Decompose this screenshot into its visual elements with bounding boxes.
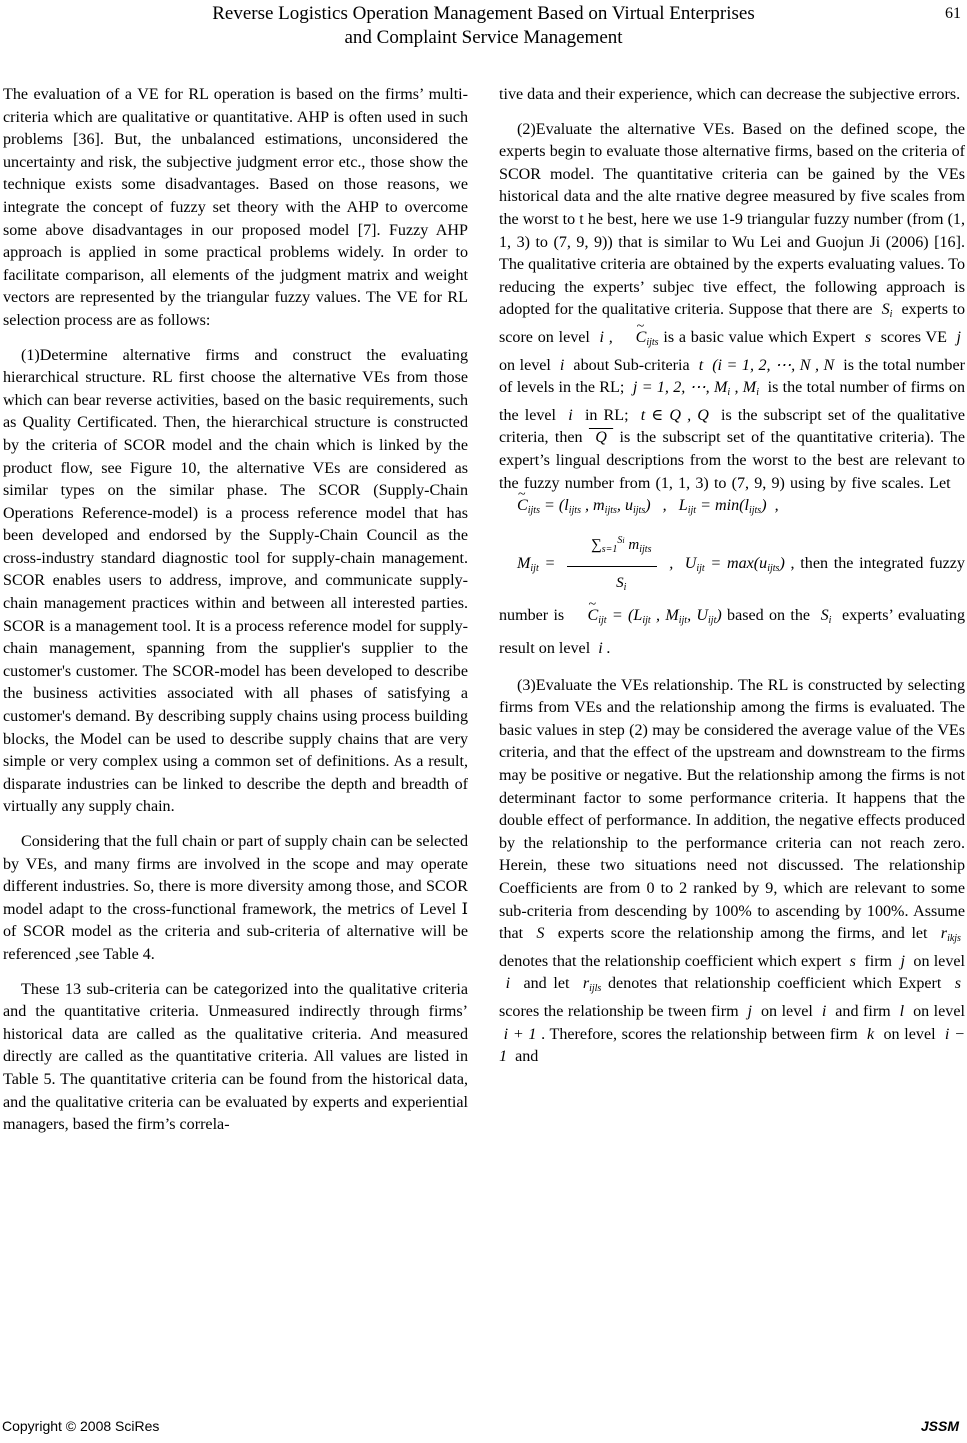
step3-text-h: scores the relationship be tween firm [499, 1003, 739, 1020]
step2-text-k: is the subscript set of the quantitative criteria). The expert’s lingual descriptions from the worst to the best are relevant to the fuzzy number from (1, 1, 3) to (7, 9, 9) using by five scales. Let [499, 429, 965, 492]
math-c-tilde-ijts: ~ $C_{ijts}$ [618, 327, 659, 355]
math-t-range: t (i = 1, 2, ⋯, N , N [694, 356, 839, 374]
step3-text-n: and [515, 1048, 539, 1066]
step2-text-m: based on the [727, 606, 811, 624]
math-s-3: s [948, 975, 965, 993]
step3-text-b: experts score the relationship among the firms, and let [557, 925, 928, 943]
step3-text-m: on level [883, 1025, 936, 1043]
step2-text-h: is the total number of firms on the level [499, 379, 965, 424]
math-c-def: ~ $C_{ijts} = (l_{ijts}$ , $m_{ijts}$, $u_{ijts}$) , $L_{ijt} = \min(l_{ijts})$ , [499, 475, 965, 515]
step2-text-c: is a basic value which Expert [663, 328, 856, 346]
paragraph-step3 [499, 675, 965, 1069]
step2-text-a: (2)Evaluate the alternative VEs. Based on the defined scope, the experts begin to evaluate those alternative firms, based on the criteria of SCOR model. The quantitative criteria can be gained by the VEs historical data and the alte rnative degree measured by five scales from the worst to t he best, here we use 1-9 triangular fuzzy number (from (1, 1, 3) to (7, 9, 9)) that is similar to Wu Lei and Guojun Ji (2006) [16]. The qualitative criteria are obtained by the experts evaluating values. To reducing the experts’ subjec tive effect, the following approach is adopted for the qualitative criteria. Suppose that there are [499, 120, 965, 319]
math-r-ikjs: $r_{ikjs}$ [934, 925, 961, 945]
page-header [0, 0, 967, 52]
step3-text-j: and firm [835, 1003, 891, 1020]
math-i-5: i [817, 1003, 831, 1020]
step2-text-e: on level [499, 356, 551, 374]
running-title-line2: and Complaint Service Management [344, 27, 623, 48]
step2-text-n: experts’ evaluating result on level [499, 606, 966, 657]
math-l: l [895, 1003, 909, 1020]
step2-text-g: is the total number of levels in the RL; [499, 356, 965, 397]
step3-text-c: denotes that the relationship coefficient which expert [499, 952, 842, 970]
journal-abbrev: JSSM [920, 1418, 959, 1434]
math-i-4: i [499, 975, 517, 993]
math-m-u-def: $M_{ijt}$ = $\frac{\sum_{s=1}^{Si} m_{ijts}}{S_i}$ , $U_{ijt} = \max(u_{ijts})$ , then the integrated fuzzy number is ~ $C_{ijt} = (L_{ijt}$ , $M_{ijt}$, $U_{ijt}$) based on the $S_i$ experts’ evaluating result on level i . [499, 527, 965, 663]
math-i-3: i [562, 406, 579, 424]
math-j-3: j [743, 1003, 757, 1020]
math-j-range: j = 1, 2, ⋯, $M_i$ , $M_i$ [628, 379, 759, 399]
paragraph-subcriteria: These 13 sub-criteria can be categorized into the qualitative criteria and the quantitative criteria. Unmeasured indirectly through firms’ historical data are called as the qualitative criteria. And measured directly are called as the quantitative criteria. All values are listed in Table 5. The quantitative criteria can be found from the historical data, and the qualitative criteria can be evaluated by experts and experiential managers, based the firm’s correla- [3, 980, 468, 1134]
page-footer [0, 1416, 967, 1440]
math-j-2: j [896, 952, 910, 970]
math-s-2: s [845, 952, 861, 970]
math-t-in-q: t ∈ Q , Q [634, 406, 715, 424]
math-s-upper: S [529, 925, 552, 943]
running-title-line1: Reverse Logistics Operation Management Based on Virtual Enterprises [212, 3, 755, 24]
step3-text-g: denotes that relationship coefficient which Expert [608, 975, 942, 993]
math-r-ijls: $r_{ijls}$ [576, 975, 602, 995]
step2-text-l: , then the integrated fuzzy number is [499, 554, 965, 624]
paragraph-intro: The evaluation of a VE for RL operation is based on the firms’ multi-criteria which are qualitative or quantitative. AHP is often used in such problems [36]. But, the unbalanced estimations, unconsidered the uncertainty and risk, the subjective judgment error etc., those show the technique exists some disadvantages. Based on those reasons, we integrate the concept of fuzzy set theory with the AHP to overcome some above disadvantages in our proposed model [7]. Fuzzy AHP approach is applied in some practical problems widely. In order to facilitate comparison, all elements of the judgment matrix and weight vectors are represented by the triangular fuzzy values. The VE for RL selection process are as follows: [3, 86, 468, 329]
step2-text-i: in RL; [584, 406, 629, 424]
step2-text-j: is the subscript set of the qualitative criteria, then [499, 406, 966, 447]
step3-text-f: and let [523, 975, 570, 993]
math-si: $S_i$ [877, 301, 893, 321]
copyright-notice: Copyright © 2008 SciRes [2, 1418, 160, 1434]
step3-text-l: . Therefore, scores the relationship between firm [541, 1025, 858, 1043]
left-column [3, 84, 468, 1149]
step3-text-i: on level [761, 1003, 813, 1020]
paragraph-step1: (1)Determine alternative firms and construct the evaluating hierarchical structure. RL first choose the alternative VEs from those which can bear reverse activities, based on the basic requirements, such as Quality Certificated. Then, the hierarchical structure is constructed by the criteria of SCOR model and the chain which is linked by the product flow, see Figure 10, the alternative VEs are considered as similar types on the similar phase. The SCOR (Supply-Chain Operations Reference-model) is a process reference model that has been developed and endorsed by the Supply-Chain Council as the cross-industry standard diagnostic tool for supply-chain management. SCOR enables users to address, improve, and communicate supply-chain management practices within and between all interested parties. SCOR is a management tool. It is a process reference model for supply-chain management, spanning from the supplier's supplier to the customer's customer. The SCOR-model has been developed to describe the business activities associated with all phases of satisfying a customer's demand. By describing supply chains using process building blocks, the Model can be used to describe supply chains that are very simple or very complex using a common set of definitions. As a result, disparate industries can be linked to describe the depth and breadth of virtually any supply chain. [3, 346, 468, 816]
right-column [499, 84, 965, 1081]
math-i: i , [594, 328, 613, 346]
step3-text-e: on level [913, 952, 965, 970]
paragraph-scor-level: Considering that the full chain or part of supply chain can be selected by VEs, and many firms are involved in the scope and may operate different industries. So, there is more diversity among those, and SCOR model adapt to the cross-functional framework, the metrics of Level Ⅰ of SCOR model as the criteria and sub-criteria of alternative will be referenced ,see Table 4. [3, 833, 468, 963]
paragraph-step2 [499, 119, 965, 663]
step3-text-k: on level [913, 1003, 965, 1020]
math-i-2: i [555, 356, 569, 374]
paragraph-continued: tive data and their experience, which can decrease the subjective errors. [499, 86, 961, 103]
math-s: s [860, 328, 876, 346]
step2-text-f: about Sub-criteria [573, 356, 690, 374]
math-i-plus-1: i + 1 [499, 1025, 537, 1043]
step3-text-a: (3)Evaluate the VEs relationship. The RL is constructed by selecting firms from VEs and the relationship among the firms is evaluated. The basic values in step (2) may be considered the average value of the VEs criteria, and that the effect of the upstream and downstream to the firms may be positive or negative. But the relationship among the firms is not determinant factor to some performance criteria. It happens that the double effect of performance. In addition, the negative effects produced by the relationship to the performance criteria can not reach zero. Herein, these two situations need not discussed. The relationship Coefficients are from 0 to 2 ranked by 9, which are relevant to some sub-criteria from descending by 100% to ascending by 100%. Assume that [499, 676, 965, 943]
step2-text-b: experts to score on level [499, 301, 966, 346]
math-q-bar: Q [588, 429, 614, 447]
step3-text-d: firm [864, 952, 893, 970]
math-j: j [951, 328, 966, 346]
math-k: k [862, 1025, 879, 1043]
page-number: 61 [945, 5, 961, 22]
math-i-minus-1: i − 1 [499, 1025, 965, 1066]
step2-text-d: scores VE [880, 328, 947, 346]
